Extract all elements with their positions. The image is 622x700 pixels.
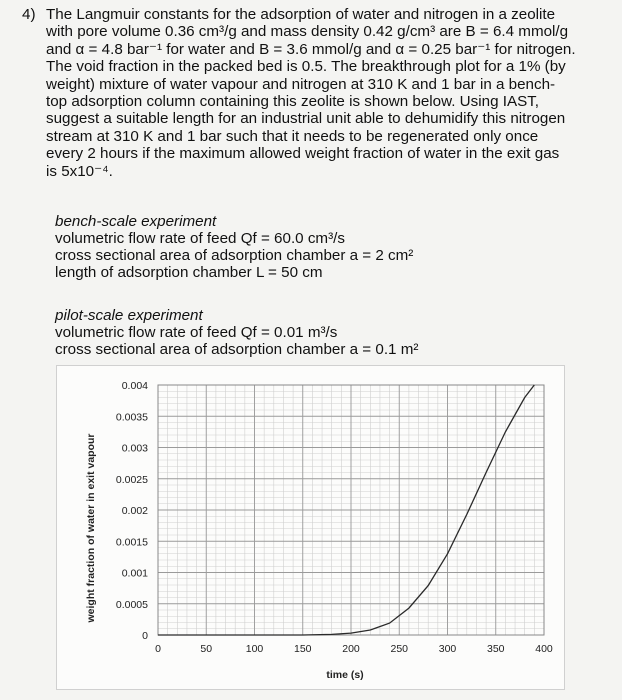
problem-line: is 5x10⁻⁴. [46,162,113,180]
pilot-title: pilot-scale experiment [55,307,203,324]
x-tick-label: 100 [245,643,264,655]
x-axis-label: time (s) [326,669,364,681]
x-tick-label: 150 [293,643,312,655]
problem-line: The Langmuir constants for the adsorption of water and nitrogen in a zeolite [46,6,556,23]
problem-statement [22,6,614,180]
x-tick-label: 0 [155,643,161,655]
bench-length: length of adsorption chamber L = 50 cm [55,264,323,281]
chart-svg [57,366,564,689]
problem-number: 4) [22,6,36,23]
y-tick-label: 0.003 [121,442,148,455]
x-tick-label: 50 [200,643,213,655]
y-axis-label: weight fraction of water in exit vapour [85,433,97,623]
x-tick-labels [155,643,553,655]
x-tick-label: 350 [486,643,505,655]
problem-line: stream at 310 K and 1 bar such that it needs to be regenerated only once [46,127,539,145]
y-tick-label: 0.0035 [115,411,148,424]
pilot-flow-rate: volumetric flow rate of feed Qf = 0.01 m³/s [55,324,338,341]
problem-line: with pore volume 0.36 cm³/g and mass density 0.42 g/cm³ are B = 6.4 mmol/g [46,23,569,41]
breakthrough-chart [56,365,565,690]
x-tick-label: 200 [342,643,360,655]
problem-line: top adsorption column containing this zeolite is shown below. Using IAST, [46,93,540,111]
y-tick-label: 0.0005 [115,598,148,611]
pilot-scale-section [55,307,418,358]
y-tick-labels [116,380,148,642]
x-tick-label: 300 [438,643,457,655]
bench-scale-section [55,213,413,281]
problem-line: every 2 hours if the maximum allowed weight fraction of water in the exit gas [46,145,560,163]
pilot-cross-section: cross sectional area of adsorption chamber a = 0.1 m² [55,341,419,358]
y-tick-label: 0.002 [121,505,148,517]
y-tick-label: 0 [142,630,148,642]
bench-cross-section: cross sectional area of adsorption chamber a = 2 cm² [55,247,414,264]
y-tick-label: 0.0015 [115,536,148,549]
problem-line: suggest a suitable length for an industrial unit able to dehumidify this nitrogen [46,110,566,128]
problem-line: The void fraction in the packed bed is 0.5. The breakthrough plot for a 1% (by [46,58,566,76]
problem-line: weight) mixture of water vapour and nitrogen at 310 K and 1 bar in a bench- [46,75,556,93]
x-tick-label: 250 [390,643,409,655]
bench-flow-rate: volumetric flow rate of feed Qf = 60.0 cm³/s [55,230,345,247]
y-tick-label: 0.001 [121,567,148,580]
x-tick-label: 400 [535,643,553,655]
bench-title: bench-scale experiment [55,213,217,230]
y-tick-label: 0.0025 [115,473,148,486]
problem-line: and α = 4.8 bar⁻¹ for water and B = 3.6 mmol/g and α = 0.25 bar⁻¹ for nitrogen. [46,40,576,58]
y-tick-label: 0.004 [121,380,148,392]
